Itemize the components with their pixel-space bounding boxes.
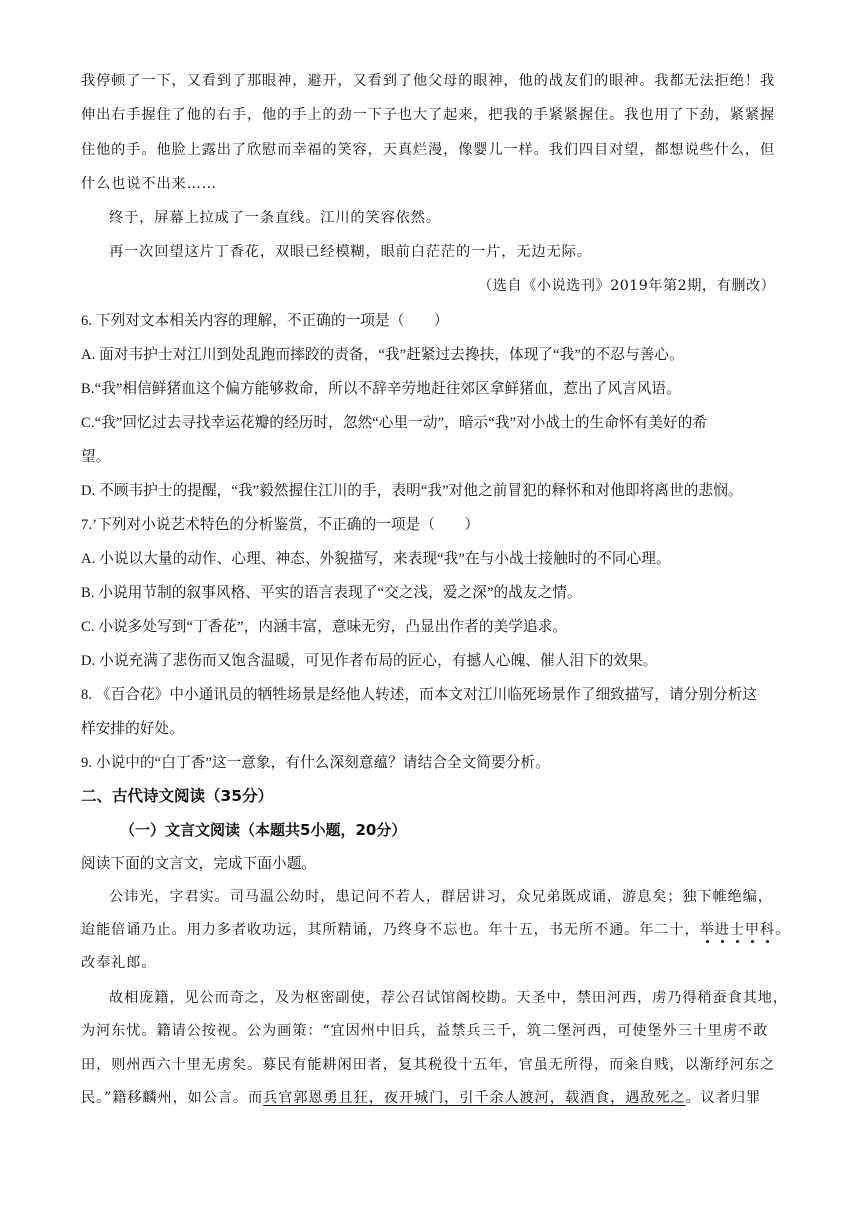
q7-option-d: D. 小说充满了悲伤而又饱含温暖，可见作者布局的匠心，有撼人心魄、催人泪下的效果。 (81, 653, 658, 669)
section-2-title: 二、古代诗文阅读（35分） (81, 787, 274, 805)
classical-p2-line-1: 故相庞籍，见公而奇之，及为枢密副使，荐公召试馆阁校勘。天圣中，禁田河西，虏乃得稍蚕食其地， (109, 990, 788, 1006)
q6-option-d: D. 不顾韦护士的提醒，“我”毅然握住江川的手，表明“我”对他之前冒犯的释怀和对他即将离世的悲悯。 (81, 483, 743, 499)
q6-option-b: B.“我”相信鲜猪血这个偏方能够救命，所以不辞辛劳地赶往郊区拿鲜猪血，惹出了风言风语。 (81, 381, 681, 397)
classical-p2-line-3: 田，则州西六十里无虏矣。募民有能耕闲田者，复其税役十五年，官虽无所得，而籴自贱，以渐纾河东之 (81, 1057, 776, 1073)
q7-option-c: C. 小说多处写到“丁香花”，内涵丰富，意味无穷，凸显出作者的美学追求。 (81, 619, 567, 635)
q9: 9. 小说中的“白丁香”这一意象，有什么深刻意蕴？请结合全文简要分析。 (81, 755, 550, 771)
classical-p2-line-4 (81, 1088, 761, 1108)
classical-p2-line-4-text: 民。”籍移麟州，如公言。而 (81, 1090, 264, 1106)
emphasis-dot-char: 甲 (744, 922, 760, 938)
story-p1-line-2: 伸出右手握住了他的右手，他的手上的劲一下子也大了起来，把我的手紧紧握住。我也用了下劲，紧紧握 (81, 107, 776, 123)
q6-stem: 6. 下列对文本相关内容的理解，不正确的一项是（ ） (81, 313, 449, 329)
q6-option-c-line-1: C.“我”回忆过去寻找幸运花瓣的经历时，忽然“心里一动”，暗示“我”对小战士的生命怀有美好的希 (81, 415, 708, 431)
q8-line-1: 8. 《百合花》中小通讯员的牺牲场景是经他人转述，而本文对江川临死场景作了细致描写，请分别分析这 (81, 687, 758, 703)
story-p2: 终于，屏幕上拉成了一条直线。江川的笑容依然。 (109, 210, 441, 226)
dotted-phrase (700, 922, 775, 938)
story-p1-line-1: 我停顿了一下，又看到了那眼神，避开，又看到了他父母的眼神，他的战友们的眼神。我都无法拒绝！我 (81, 73, 776, 89)
q7-option-a: A. 小说以大量的动作、心理、神态、外貌描写，来表现“我”在与小战士接触时的不同心理。 (81, 551, 671, 567)
classical-p1-line-3: 改奉礼郎。 (81, 955, 157, 971)
reading-instruction: 阅读下面的文言文，完成下面小题。 (81, 856, 317, 872)
classical-p1-line-2-text: 迨能倍诵乃止。用力多者收功远，其所精诵，乃终身不忘也。年十五，书无所不通。年二十， (81, 922, 700, 938)
story-source: （选自《小说选刊》2019年第2期，有删改） (478, 278, 776, 294)
classical-p1-line-1: 公讳光，字君实。司马温公幼时，患记问不若人，群居讲习，众兄弟既成诵，游息矣；独下帷绝编， (109, 889, 773, 905)
classical-p2-line-4-end: 。议者归罪 (685, 1090, 762, 1106)
story-p1-line-4: 什么也说不出来…… (81, 176, 217, 192)
q7-option-b: B. 小说用节制的叙事风格、平实的语言表现了“交之浅，爱之深”的战友之情。 (81, 585, 582, 601)
emphasis-dot-char: 举 (699, 922, 715, 938)
story-p1-line-3: 住他的手。他脸上露出了欣慰而幸福的笑容，天真烂漫，像婴儿一样。我们四目对望，都想说些什么，但 (81, 142, 776, 158)
classical-p2-line-2: 为河东忧。籍请公按视。公为画策：“宜因州中旧兵，益禁兵三千，筑二堡河西，可使堡外三十里虏不敢 (81, 1023, 769, 1039)
underlined-sentence: 兵官郭恩勇且狂，夜开城门，引千余人渡河，载酒食，遇敌死之 (263, 1090, 686, 1106)
classical-p1-line-2 (81, 920, 790, 940)
emphasis-dot-char: 进 (714, 922, 730, 938)
section-2-subtitle: （一）文言文阅读（本题共5小题，20分） (120, 821, 407, 839)
q6-option-a: A. 面对韦护士对江川到处乱跑而摔跤的责备，“我”赶紧过去搀扶，体现了“我”的不忍与善心。 (81, 347, 684, 363)
q8-line-2: 样安排的好处。 (81, 721, 184, 737)
story-p3: 再一次回望这片丁香花，双眼已经模糊，眼前白茫茫的一片，无边无际。 (109, 244, 592, 260)
emphasis-dot-char: 士 (729, 922, 745, 938)
q7-stem: 7.’下列对小说艺术特色的分析鉴赏，不正确的一项是（ ） (81, 517, 480, 533)
q6-option-c-line-2: 望。 (81, 449, 111, 465)
emphasis-dot-char: 科 (759, 922, 776, 938)
classical-p1-line-2-end: 。 (775, 922, 791, 938)
